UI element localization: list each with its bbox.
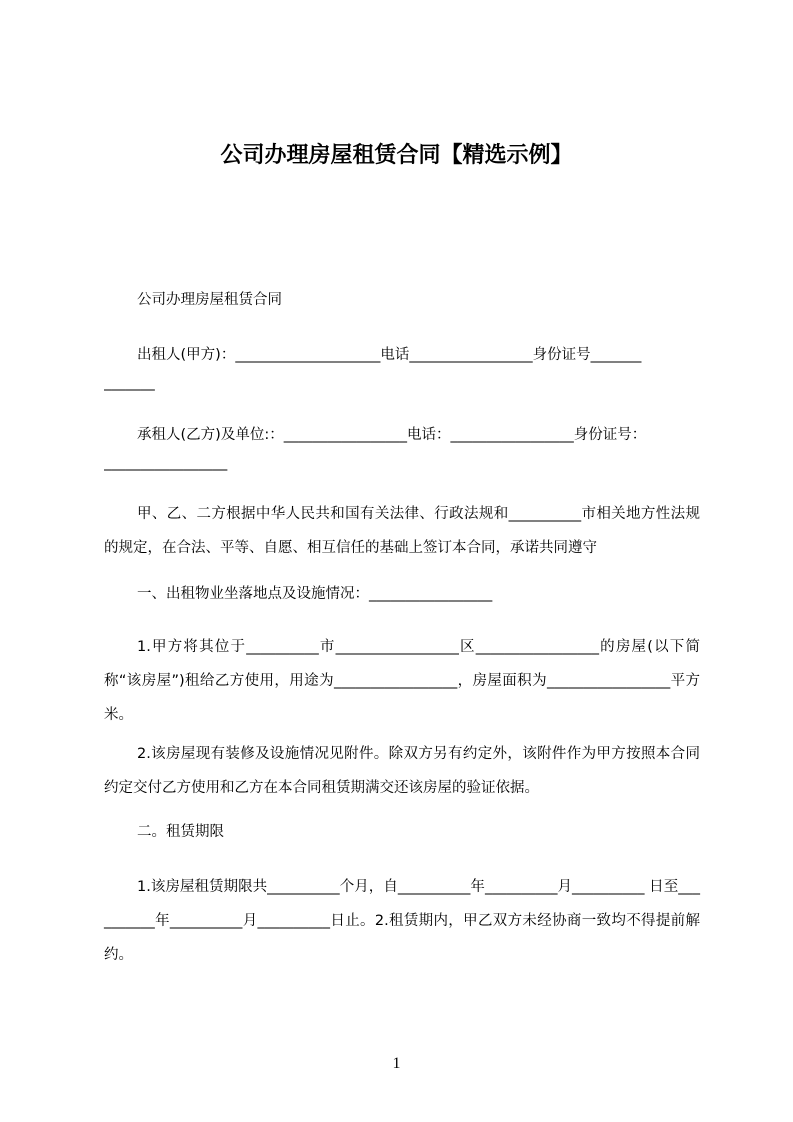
lessor-info-line: 出租人(甲方)：____________________电话_________________身份证号_______ (137, 347, 642, 363)
document-title: 公司办理房屋租赁合同【精选示例】 (220, 143, 573, 168)
section-1-heading: 一、出租物业坐落地点及设施情况：_________________ (137, 586, 493, 602)
clause-2-1: 1.该房屋租赁期限共__________个月，自__________年__________月__________ 日至__________年__________月__________日止。2.租赁期内，甲乙双方未经协商一致均不得提前解约。 (104, 879, 700, 963)
clause-1-1: 1.甲方将其位于__________市_________________区_________________的房屋(以下简称“该房屋”)租给乙方使用，用途为_________________，房屋面积为_________________平方米。 (104, 639, 700, 723)
lessee-info-line: 承租人(乙方)及单位:：_________________电话：_________________身份证号： (137, 427, 647, 443)
clause-1-2: 2.该房屋现有装修及设施情况见附件。除双方另有约定外，该附件作为甲方按照本合同约定交付乙方使用和乙方在本合同租赁期满交还该房屋的验证依据。 (104, 746, 700, 796)
lessee-info-line-continued: _________________ (104, 455, 228, 471)
contract-name: 公司办理房屋租赁合同 (137, 292, 282, 308)
section-2-heading: 二。租赁期限 (137, 824, 224, 840)
lessor-info-line-continued: _______ (104, 375, 155, 391)
preamble-paragraph: 甲、乙、二方根据中华人民共和国有关法律、行政法规和__________市相关地方性法规的规定，在合法、平等、自愿、相互信任的基础上签订本合同，承诺共同遵守 (104, 506, 700, 556)
page-number: 1 (392, 1055, 401, 1072)
